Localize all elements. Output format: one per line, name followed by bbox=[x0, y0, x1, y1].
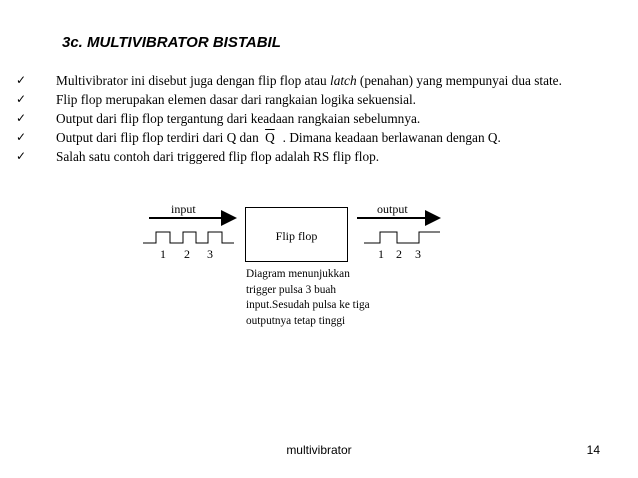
check-icon: ✓ bbox=[15, 73, 27, 87]
footer-label: multivibrator bbox=[286, 443, 352, 457]
output-pulse-number: 2 bbox=[396, 247, 402, 261]
bullet-text: Output dari flip flop tergantung dari keadaan rangkaian sebelumnya. bbox=[56, 111, 421, 126]
page-number: 14 bbox=[586, 443, 600, 457]
input-pulse-number: 2 bbox=[184, 247, 190, 261]
input-pulse-number: 1 bbox=[160, 247, 166, 261]
check-icon: ✓ bbox=[15, 149, 27, 163]
q-bar: $\overline{Q}$ bbox=[265, 130, 275, 145]
diagram-description: Diagram menunjukkan trigger pulsa 3 buah input.Sesudah pulsa ke tiga outputnya tetap tinggi bbox=[246, 268, 370, 327]
output-pulse-number: 1 bbox=[378, 247, 384, 261]
input-pulse-train bbox=[143, 232, 234, 243]
output-label: output bbox=[377, 202, 408, 216]
check-icon: ✓ bbox=[15, 111, 27, 125]
output-pulse-train bbox=[364, 232, 440, 243]
bullet-text: Output dari flip flop terdiri dari Q dan $\overline{Q}$ . Dimana keadaan berlawanan dengan Q. bbox=[56, 130, 501, 145]
flip-flop-box bbox=[245, 207, 348, 262]
input-pulse-number: 3 bbox=[207, 247, 213, 261]
check-icon: ✓ bbox=[15, 130, 27, 144]
bullet-text: Multivibrator ini disebut juga dengan flip flop atau latch (penahan) yang mempunyai dua state. bbox=[56, 73, 562, 88]
bullet-text: Salah satu contoh dari triggered flip flop adalah RS flip flop. bbox=[56, 149, 380, 164]
input-label: input bbox=[171, 202, 196, 216]
bullet-text: Flip flop merupakan elemen dasar dari rangkaian logika sekuensial. bbox=[56, 92, 417, 107]
output-pulse-number: 3 bbox=[415, 247, 421, 261]
slide-title: 3c. MULTIVIBRATOR BISTABIL bbox=[62, 34, 281, 51]
flip-flop-label: Flip flop bbox=[275, 229, 318, 243]
check-icon: ✓ bbox=[15, 92, 27, 106]
